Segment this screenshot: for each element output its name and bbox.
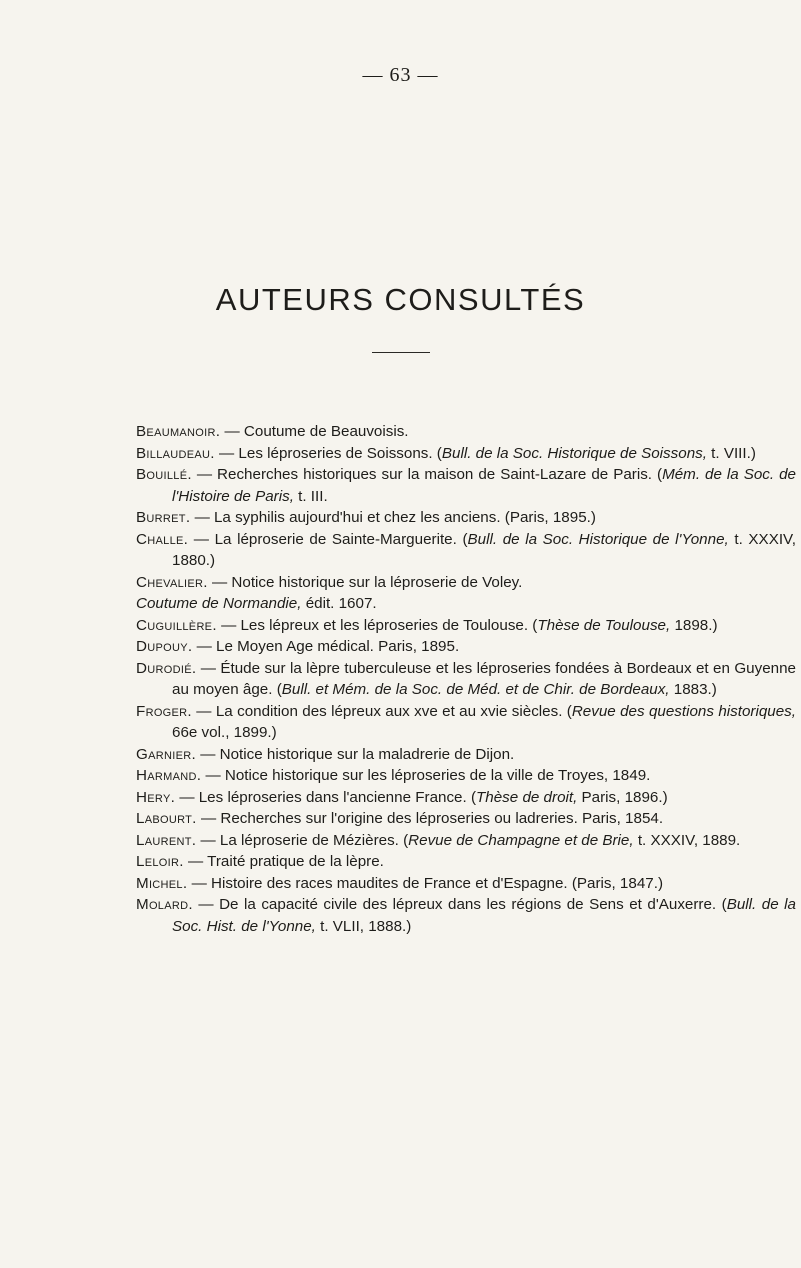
- entry-text: — Les léproseries de Soissons. (: [214, 444, 442, 462]
- bibliography-entry: [136, 421, 796, 443]
- entry-text: — La léproserie de Sainte-Marguerite. (: [188, 530, 468, 548]
- entry-text: — Coutume de Beauvoisis.: [220, 423, 409, 440]
- entry-text: — La syphilis aujourd'hui et chez les anciens. (Paris, 1895.): [190, 509, 596, 526]
- entry-text: — Étude sur la lèpre tuberculeuse et les léproseries fondées à Bordeaux et en Guyenne au moyen âge. (: [172, 659, 796, 698]
- entry-text: — De la capacité civile des lépreux dans les régions de Sens et d'Auxerre. (: [192, 896, 727, 913]
- entry-author: Laurent.: [136, 831, 197, 849]
- entry-author: Chevalier.: [136, 573, 208, 591]
- entry-source: Coutume de Normandie,: [136, 595, 302, 612]
- bibliography-entry: [136, 765, 796, 787]
- entry-text: — Notice historique sur les léproseries de la ville de Troyes, 1849.: [201, 767, 651, 784]
- bibliography-entry: [136, 507, 796, 529]
- entry-author: Burret.: [136, 509, 191, 526]
- bibliography-entry: [136, 572, 796, 594]
- entry-source: Revue de Champagne et de Brie,: [408, 831, 634, 849]
- bibliography-entry: [136, 851, 796, 873]
- entry-author: Labourt.: [136, 810, 197, 827]
- entry-author: Durodié.: [136, 659, 197, 677]
- entry-text: — Le Moyen Age médical. Paris, 1895.: [192, 638, 460, 655]
- page-title: AUTEURS CONSULTÉS: [215, 282, 586, 317]
- entry-text: — Notice historique sur la maladrerie de Dijon.: [196, 745, 515, 763]
- entry-source: Revue des questions historiques,: [571, 702, 796, 720]
- entry-text: — Notice historique sur la léproserie de Voley.: [207, 573, 523, 591]
- entry-source: Thèse de droit,: [476, 788, 578, 806]
- bibliography-entry: [136, 658, 796, 701]
- entry-author: Hery.: [136, 788, 176, 806]
- title-rule: [372, 352, 430, 353]
- bibliography-entry: [136, 744, 796, 766]
- entry-tail: t. VIII.): [706, 444, 756, 462]
- entry-text: — Les lépreux et les léproseries de Toulouse. (: [216, 616, 538, 634]
- bibliography-entry: [136, 830, 796, 852]
- entry-author: Billaudeau.: [136, 444, 215, 462]
- bibliography-entry: [136, 873, 796, 895]
- entry-tail: t. III.: [293, 487, 328, 505]
- bibliography-entry: [136, 636, 796, 658]
- entry-text: — Traité pratique de la lèpre.: [183, 853, 384, 870]
- entry-tail: édit. 1607.: [301, 595, 377, 612]
- entry-text: — La condition des lépreux aux xve et au xvie siècles. (: [191, 702, 572, 720]
- entry-tail: 1898.): [670, 616, 718, 634]
- page-number: — 63 —: [362, 64, 439, 86]
- bibliography-list: [136, 421, 796, 937]
- entry-text: — Recherches historiques sur la maison de Saint-Lazare de Paris. (: [191, 466, 663, 483]
- entry-text: — Les léproseries dans l'ancienne France. (: [175, 788, 477, 806]
- entry-tail: 1883.): [669, 681, 717, 698]
- bibliography-entry: [136, 615, 796, 637]
- entry-tail: t. XXXIV, 1889.: [633, 831, 741, 849]
- entry-author: Bouillé.: [136, 466, 192, 483]
- entry-source: Thèse de Toulouse,: [537, 616, 671, 634]
- bibliography-entry: [136, 894, 796, 937]
- entry-tail: Paris, 1896.): [577, 788, 668, 806]
- entry-text: — Recherches sur l'origine des léproseries ou ladreries. Paris, 1854.: [196, 810, 664, 827]
- entry-author: Dupouy.: [136, 638, 193, 655]
- entry-author: Beaumanoir.: [136, 423, 221, 440]
- entry-source: Bull. et Mém. de la Soc. de Méd. et de Chir. de Bordeaux,: [281, 681, 670, 698]
- entry-author: Garnier.: [136, 745, 196, 763]
- entry-author: Challe.: [136, 530, 189, 548]
- entry-author: Leloir.: [136, 853, 184, 870]
- bibliography-entry: [136, 701, 796, 744]
- entry-author: Cuguillère.: [136, 616, 217, 634]
- entry-author: Michel.: [136, 874, 188, 892]
- entry-text: — Histoire des races maudites de France et d'Espagne. (Paris, 1847.): [187, 874, 664, 892]
- entry-tail: t. VLII, 1888.): [315, 917, 412, 935]
- bibliography-entry: [136, 787, 796, 809]
- entry-source: Mém. de la Soc. de l'Histoire de Paris,: [172, 466, 796, 505]
- entry-tail: 66e vol., 1899.): [172, 724, 277, 741]
- entry-author: Froger.: [136, 702, 192, 720]
- entry-author: Molard.: [136, 896, 193, 913]
- entry-source: Bull. de la Soc. Historique de l'Yonne,: [467, 530, 729, 548]
- entry-author: Harmand.: [136, 767, 202, 784]
- entry-source: Bull. de la Soc. Historique de Soissons,: [441, 444, 707, 462]
- entry-source: Bull. de la Soc. Hist. de l'Yonne,: [172, 896, 796, 935]
- bibliography-entry: [136, 464, 796, 507]
- bibliography-entry: [136, 808, 796, 830]
- bibliography-entry: [136, 529, 796, 572]
- bibliography-entry: [136, 443, 796, 465]
- entry-text: — La léproserie de Mézières. (: [196, 831, 409, 849]
- bibliography-entry: [136, 593, 796, 615]
- entry-tail: t. XXXIV, 1880.): [172, 530, 796, 569]
